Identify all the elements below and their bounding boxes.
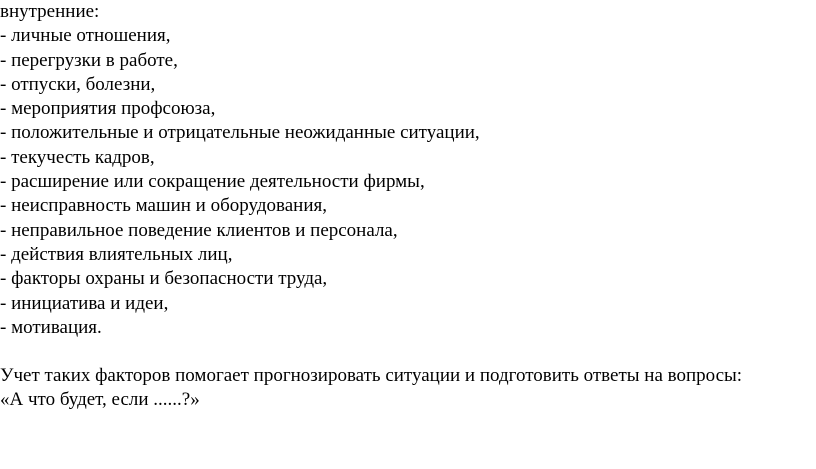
list-item: - мероприятия профсоюза, — [0, 98, 216, 120]
conclusion-line: Учет таких факторов помогает прогнозировать ситуации и подготовить ответы на вопросы: — [0, 365, 743, 387]
paragraph-spacer — [0, 340, 816, 364]
list-item: - перегрузки в работе, — [0, 49, 178, 71]
conclusion-paragraph — [0, 364, 816, 413]
list-item: - неисправность машин и оборудования, — [0, 195, 327, 217]
section-heading: внутренние: — [0, 1, 100, 22]
list-item: - личные отношения, — [0, 25, 171, 47]
list-item: - мотивация. — [0, 316, 102, 338]
list-item: - неправильное поведение клиентов и персонала, — [0, 219, 398, 241]
list-item: - отпуски, болезни, — [0, 73, 156, 95]
list-item: - инициатива и идеи, — [0, 292, 169, 314]
list-item: - расширение или сокращение деятельности фирмы, — [0, 171, 425, 193]
list-item: - положительные и отрицательные неожиданные ситуации, — [0, 122, 480, 144]
list-item: - действия влиятельных лиц, — [0, 243, 233, 265]
conclusion-question: «А что будет, если ......?» — [0, 389, 200, 411]
list-item: - текучесть кадров, — [0, 146, 155, 168]
factors-list — [0, 24, 816, 340]
list-item: - факторы охраны и безопасности труда, — [0, 268, 328, 290]
